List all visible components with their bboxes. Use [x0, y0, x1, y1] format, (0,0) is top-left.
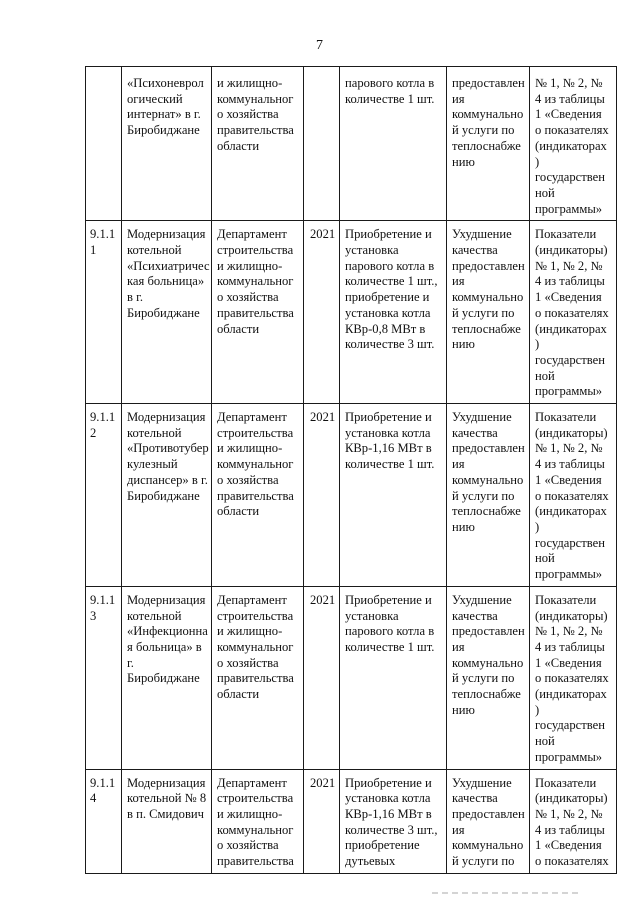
indicators-cell: № 1, № 2, № 4 из таблицы 1 «Сведения о показателях (индикаторах ) государствен ной программы»: [530, 67, 617, 221]
table-row: [86, 67, 617, 221]
object-name-cell: Модернизация котельной «Противотубер кулезный диспансер» в г. Биробиджане: [122, 404, 212, 587]
action-cell: Приобретение и установка парового котла в количестве 1 шт.: [340, 586, 447, 769]
object-name-cell: Модернизация котельной № 8 в п. Смидович: [122, 769, 212, 873]
indicators-cell: Показатели (индикаторы) № 1, № 2, № 4 из таблицы 1 «Сведения о показателях (индикаторах ) государствен ной программы»: [530, 221, 617, 404]
year-cell: 2021: [304, 769, 340, 873]
year-cell: 2021: [304, 221, 340, 404]
row-number-cell: 9.1.1 4: [86, 769, 122, 873]
row-number-cell: [86, 67, 122, 221]
row-number-cell: 9.1.1 2: [86, 404, 122, 587]
object-name-cell: Модернизация котельной «Инфекционна я больница» в г. Биробиджане: [122, 586, 212, 769]
scan-artifact: [432, 892, 582, 894]
indicators-cell: Показатели (индикаторы) № 1, № 2, № 4 из таблицы 1 «Сведения о показателях: [530, 769, 617, 873]
table-row: [86, 586, 617, 769]
action-cell: Приобретение и установка котла КВр-1,16 МВт в количестве 1 шт.: [340, 404, 447, 587]
year-cell: [304, 67, 340, 221]
risk-cell: Ухудшение качества предоставлен ия коммунально й услуги по теплоснабже нию: [447, 221, 530, 404]
responsible-dept-cell: и жилищно- коммунальног о хозяйства правительства области: [212, 67, 304, 221]
action-cell: Приобретение и установка котла КВр-1,16 МВт в количестве 3 шт., приобретение дутьевых: [340, 769, 447, 873]
object-name-cell: «Психоневрол огический интернат» в г. Биробиджане: [122, 67, 212, 221]
table-row: [86, 221, 617, 404]
responsible-dept-cell: Департамент строительства и жилищно- коммунальног о хозяйства правительства области: [212, 221, 304, 404]
page-number: 7: [316, 38, 323, 53]
risk-cell: Ухудшение качества предоставлен ия коммунально й услуги по теплоснабже нию: [447, 404, 530, 587]
responsible-dept-cell: Департамент строительства и жилищно- коммунальног о хозяйства правительства области: [212, 404, 304, 587]
year-cell: 2021: [304, 586, 340, 769]
table-row: [86, 404, 617, 587]
action-cell: парового котла в количестве 1 шт.: [340, 67, 447, 221]
indicators-cell: Показатели (индикаторы) № 1, № 2, № 4 из таблицы 1 «Сведения о показателях (индикаторах ) государствен ной программы»: [530, 404, 617, 587]
row-number-cell: 9.1.1 3: [86, 586, 122, 769]
year-cell: 2021: [304, 404, 340, 587]
object-name-cell: Модернизация котельной «Психиатричес кая больница» в г. Биробиджане: [122, 221, 212, 404]
responsible-dept-cell: Департамент строительства и жилищно- коммунальног о хозяйства правительства области: [212, 586, 304, 769]
risk-cell: Ухудшение качества предоставлен ия коммунально й услуги по: [447, 769, 530, 873]
responsible-dept-cell: Департамент строительства и жилищно- коммунальног о хозяйства правительства: [212, 769, 304, 873]
row-number-cell: 9.1.1 1: [86, 221, 122, 404]
risk-cell: Ухудшение качества предоставлен ия коммунально й услуги по теплоснабже нию: [447, 586, 530, 769]
indicators-cell: Показатели (индикаторы) № 1, № 2, № 4 из таблицы 1 «Сведения о показателях (индикаторах ) государствен ной программы»: [530, 586, 617, 769]
measures-table: [85, 66, 617, 874]
risk-cell: предоставлен ия коммунально й услуги по теплоснабже нию: [447, 67, 530, 221]
action-cell: Приобретение и установка парового котла в количестве 1 шт., приобретение и установка котла КВр-0,8 МВт в количестве 3 шт.: [340, 221, 447, 404]
table-row: [86, 769, 617, 873]
